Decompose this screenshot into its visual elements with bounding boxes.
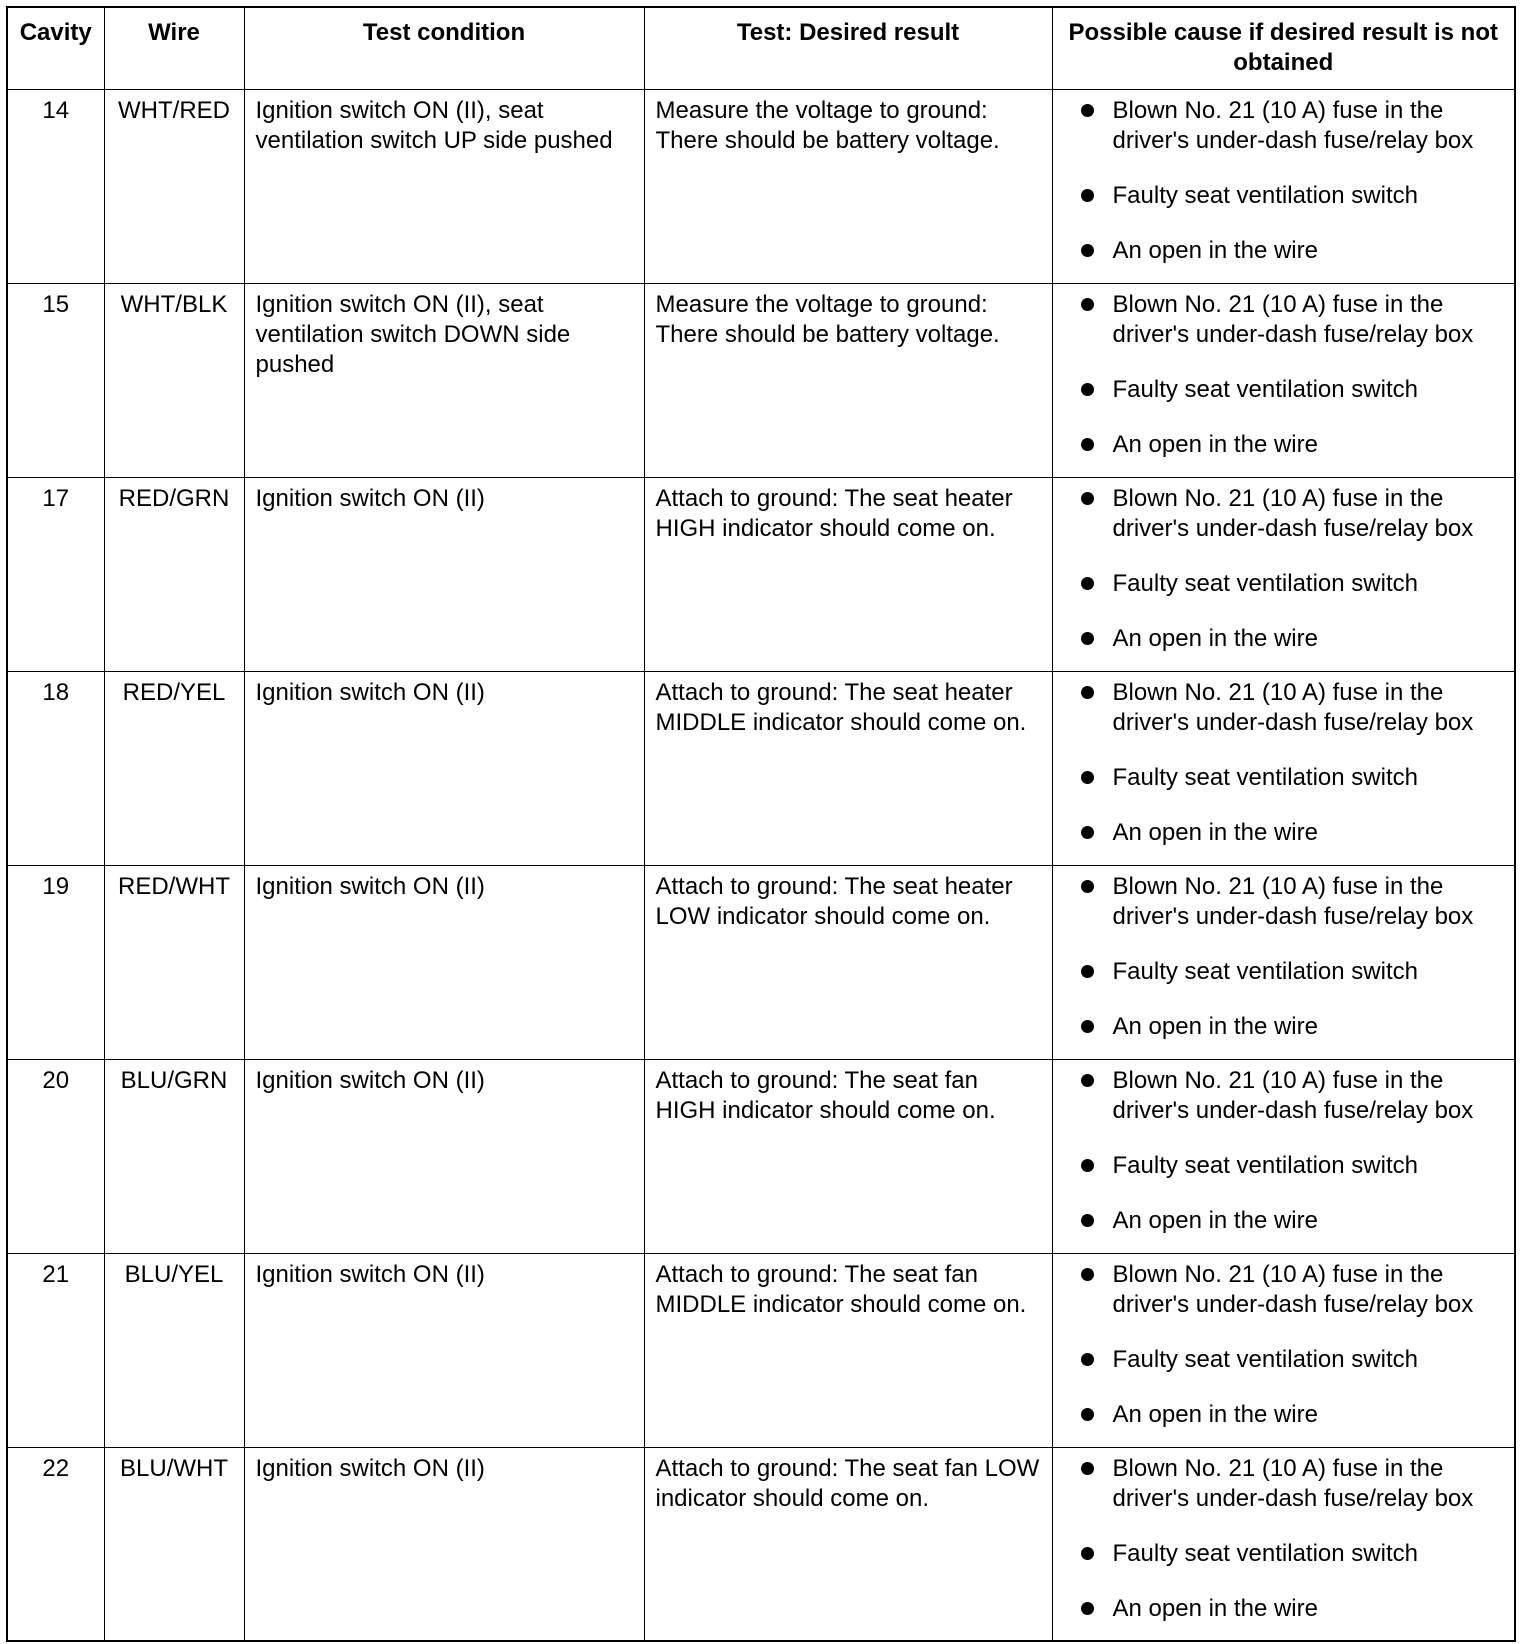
cause-text: An open in the wire bbox=[1112, 236, 1318, 264]
cavity-cell: 21 bbox=[7, 1253, 104, 1447]
bullet-icon bbox=[1081, 1353, 1094, 1366]
cause-item bbox=[1081, 181, 1509, 211]
desired-result-cell: Attach to ground: The seat fan LOW indicator should come on. bbox=[644, 1447, 1052, 1641]
table-header bbox=[7, 7, 1515, 89]
wire-cell: RED/YEL bbox=[104, 671, 244, 865]
header-possible-cause: Possible cause if desired result is not obtained bbox=[1052, 7, 1515, 89]
bullet-icon bbox=[1081, 826, 1094, 839]
cavity-cell: 20 bbox=[7, 1059, 104, 1253]
bullet-icon bbox=[1081, 632, 1094, 645]
cause-item bbox=[1081, 624, 1509, 654]
cause-item bbox=[1081, 1012, 1509, 1042]
cause-item bbox=[1081, 763, 1509, 793]
cause-item bbox=[1081, 1151, 1509, 1181]
possible-cause-cell bbox=[1052, 865, 1515, 1059]
cause-item bbox=[1081, 818, 1509, 848]
possible-cause-cell bbox=[1052, 1253, 1515, 1447]
header-desired-result: Test: Desired result bbox=[644, 7, 1052, 89]
cause-text: Faulty seat ventilation switch bbox=[1112, 763, 1418, 791]
possible-cause-cell bbox=[1052, 283, 1515, 477]
desired-result-cell: Attach to ground: The seat heater MIDDLE indicator should come on. bbox=[644, 671, 1052, 865]
bullet-icon bbox=[1081, 1462, 1094, 1475]
bullet-icon bbox=[1081, 880, 1094, 893]
cause-text: An open in the wire bbox=[1112, 818, 1318, 846]
cause-item bbox=[1081, 1206, 1509, 1236]
bullet-icon bbox=[1081, 104, 1094, 117]
cause-item bbox=[1081, 236, 1509, 266]
cause-list bbox=[1081, 1260, 1509, 1430]
test-condition-cell: Ignition switch ON (II) bbox=[244, 1447, 644, 1641]
cause-text: Faulty seat ventilation switch bbox=[1112, 375, 1418, 403]
header-test-condition: Test condition bbox=[244, 7, 644, 89]
cause-item bbox=[1081, 1066, 1509, 1126]
cause-item bbox=[1081, 96, 1509, 156]
cause-text: Blown No. 21 (10 A) fuse in the driver's under-dash fuse/relay box bbox=[1112, 1260, 1474, 1318]
bullet-icon bbox=[1081, 189, 1094, 202]
bullet-icon bbox=[1081, 1547, 1094, 1560]
possible-cause-cell bbox=[1052, 89, 1515, 283]
cause-list bbox=[1081, 484, 1509, 654]
cause-item bbox=[1081, 872, 1509, 932]
header-wire: Wire bbox=[104, 7, 244, 89]
possible-cause-cell bbox=[1052, 477, 1515, 671]
wire-cell: BLU/WHT bbox=[104, 1447, 244, 1641]
cavity-cell: 18 bbox=[7, 671, 104, 865]
test-condition-cell: Ignition switch ON (II) bbox=[244, 477, 644, 671]
table-row bbox=[7, 1253, 1515, 1447]
cause-text: Blown No. 21 (10 A) fuse in the driver's under-dash fuse/relay box bbox=[1112, 1454, 1474, 1512]
cause-item bbox=[1081, 1260, 1509, 1320]
header-row bbox=[7, 7, 1515, 89]
cause-text: An open in the wire bbox=[1112, 1400, 1318, 1428]
cause-text: An open in the wire bbox=[1112, 1594, 1318, 1622]
bullet-icon bbox=[1081, 244, 1094, 257]
cause-text: An open in the wire bbox=[1112, 624, 1318, 652]
cause-list bbox=[1081, 96, 1509, 266]
cause-list bbox=[1081, 290, 1509, 460]
bullet-icon bbox=[1081, 1268, 1094, 1281]
test-condition-cell: Ignition switch ON (II) bbox=[244, 671, 644, 865]
bullet-icon bbox=[1081, 686, 1094, 699]
possible-cause-cell bbox=[1052, 1447, 1515, 1641]
bullet-icon bbox=[1081, 383, 1094, 396]
cause-list bbox=[1081, 872, 1509, 1042]
wire-cell: WHT/RED bbox=[104, 89, 244, 283]
bullet-icon bbox=[1081, 438, 1094, 451]
cause-list bbox=[1081, 1066, 1509, 1236]
desired-result-cell: Measure the voltage to ground: There should be battery voltage. bbox=[644, 283, 1052, 477]
table-row bbox=[7, 1059, 1515, 1253]
cause-text: Blown No. 21 (10 A) fuse in the driver's under-dash fuse/relay box bbox=[1112, 484, 1474, 542]
wire-cell: RED/GRN bbox=[104, 477, 244, 671]
bullet-icon bbox=[1081, 492, 1094, 505]
desired-result-cell: Attach to ground: The seat fan HIGH indicator should come on. bbox=[644, 1059, 1052, 1253]
bullet-icon bbox=[1081, 1159, 1094, 1172]
cause-item bbox=[1081, 484, 1509, 544]
cause-item bbox=[1081, 290, 1509, 350]
cause-item bbox=[1081, 957, 1509, 987]
cause-text: Blown No. 21 (10 A) fuse in the driver's under-dash fuse/relay box bbox=[1112, 96, 1474, 154]
bullet-icon bbox=[1081, 298, 1094, 311]
cavity-cell: 17 bbox=[7, 477, 104, 671]
cause-text: Blown No. 21 (10 A) fuse in the driver's under-dash fuse/relay box bbox=[1112, 290, 1474, 348]
cavity-cell: 19 bbox=[7, 865, 104, 1059]
test-condition-cell: Ignition switch ON (II) bbox=[244, 1253, 644, 1447]
bullet-icon bbox=[1081, 771, 1094, 784]
cause-list bbox=[1081, 678, 1509, 848]
cause-text: Blown No. 21 (10 A) fuse in the driver's under-dash fuse/relay box bbox=[1112, 678, 1474, 736]
wire-cell: WHT/BLK bbox=[104, 283, 244, 477]
test-condition-cell: Ignition switch ON (II), seat ventilation switch UP side pushed bbox=[244, 89, 644, 283]
cause-text: Faulty seat ventilation switch bbox=[1112, 1345, 1418, 1373]
cause-item bbox=[1081, 678, 1509, 738]
cause-text: Blown No. 21 (10 A) fuse in the driver's under-dash fuse/relay box bbox=[1112, 872, 1474, 930]
bullet-icon bbox=[1081, 1214, 1094, 1227]
cause-item bbox=[1081, 569, 1509, 599]
cause-item bbox=[1081, 1539, 1509, 1569]
table-row bbox=[7, 1447, 1515, 1641]
table-row bbox=[7, 865, 1515, 1059]
bullet-icon bbox=[1081, 1074, 1094, 1087]
cause-text: Faulty seat ventilation switch bbox=[1112, 1539, 1418, 1567]
bullet-icon bbox=[1081, 577, 1094, 590]
possible-cause-cell bbox=[1052, 1059, 1515, 1253]
bullet-icon bbox=[1081, 1602, 1094, 1615]
test-condition-cell: Ignition switch ON (II) bbox=[244, 1059, 644, 1253]
test-condition-cell: Ignition switch ON (II) bbox=[244, 865, 644, 1059]
bullet-icon bbox=[1081, 965, 1094, 978]
cause-item bbox=[1081, 1594, 1509, 1624]
desired-result-cell: Attach to ground: The seat heater HIGH indicator should come on. bbox=[644, 477, 1052, 671]
bullet-icon bbox=[1081, 1408, 1094, 1421]
cause-text: An open in the wire bbox=[1112, 1206, 1318, 1234]
cavity-cell: 14 bbox=[7, 89, 104, 283]
cause-text: Faulty seat ventilation switch bbox=[1112, 181, 1418, 209]
cause-text: Faulty seat ventilation switch bbox=[1112, 1151, 1418, 1179]
cause-text: Faulty seat ventilation switch bbox=[1112, 569, 1418, 597]
cause-item bbox=[1081, 1400, 1509, 1430]
cavity-cell: 22 bbox=[7, 1447, 104, 1641]
table-body bbox=[7, 89, 1515, 1641]
test-condition-cell: Ignition switch ON (II), seat ventilation switch DOWN side pushed bbox=[244, 283, 644, 477]
cause-text: Blown No. 21 (10 A) fuse in the driver's under-dash fuse/relay box bbox=[1112, 1066, 1474, 1124]
table-row bbox=[7, 477, 1515, 671]
table-row bbox=[7, 283, 1515, 477]
cause-item bbox=[1081, 430, 1509, 460]
possible-cause-cell bbox=[1052, 671, 1515, 865]
wire-cell: BLU/YEL bbox=[104, 1253, 244, 1447]
connector-test-table bbox=[6, 6, 1516, 1642]
wire-cell: BLU/GRN bbox=[104, 1059, 244, 1253]
bullet-icon bbox=[1081, 1020, 1094, 1033]
cause-item bbox=[1081, 375, 1509, 405]
desired-result-cell: Measure the voltage to ground: There should be battery voltage. bbox=[644, 89, 1052, 283]
header-cavity: Cavity bbox=[7, 7, 104, 89]
cause-item bbox=[1081, 1345, 1509, 1375]
desired-result-cell: Attach to ground: The seat fan MIDDLE indicator should come on. bbox=[644, 1253, 1052, 1447]
table-row bbox=[7, 671, 1515, 865]
cavity-cell: 15 bbox=[7, 283, 104, 477]
desired-result-cell: Attach to ground: The seat heater LOW indicator should come on. bbox=[644, 865, 1052, 1059]
cause-item bbox=[1081, 1454, 1509, 1514]
cause-text: Faulty seat ventilation switch bbox=[1112, 957, 1418, 985]
cause-list bbox=[1081, 1454, 1509, 1624]
table-row bbox=[7, 89, 1515, 283]
cause-text: An open in the wire bbox=[1112, 430, 1318, 458]
wire-cell: RED/WHT bbox=[104, 865, 244, 1059]
cause-text: An open in the wire bbox=[1112, 1012, 1318, 1040]
